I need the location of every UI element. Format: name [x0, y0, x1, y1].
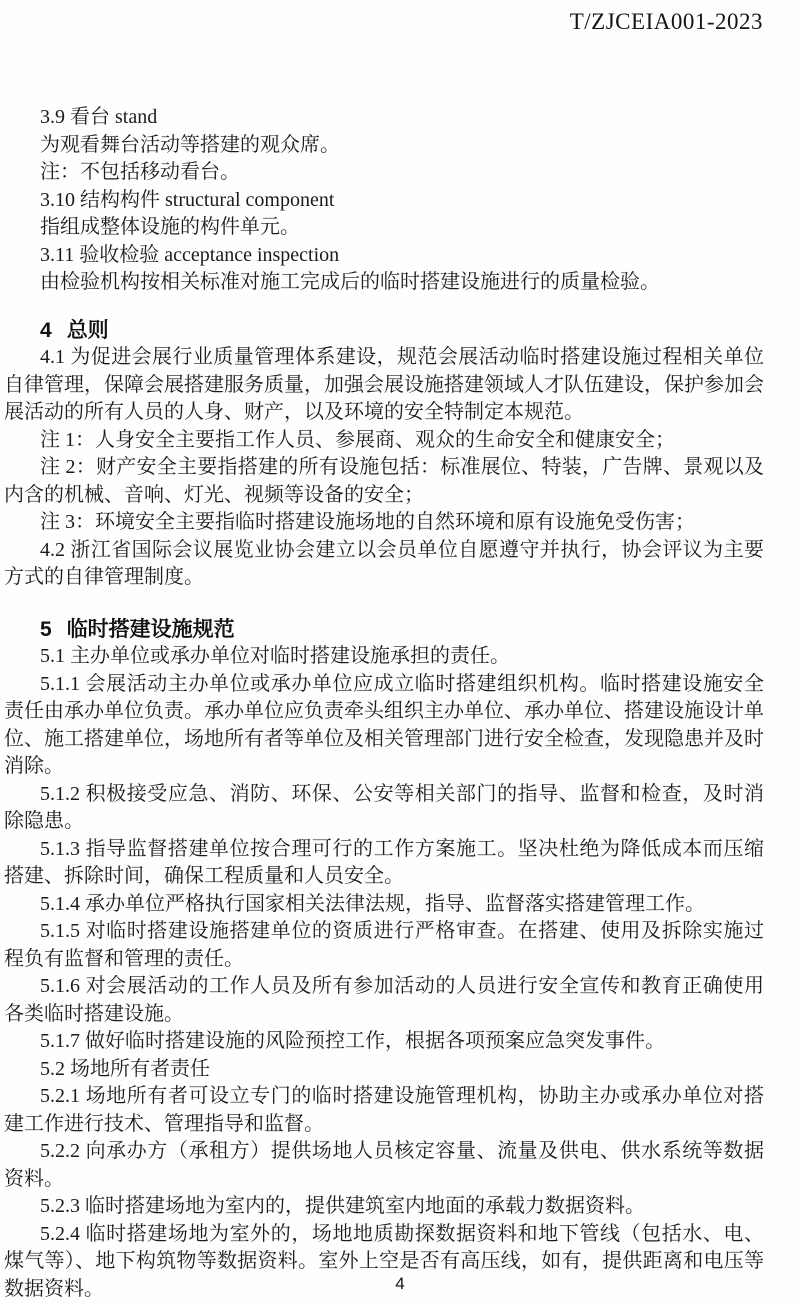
- paragraph-5-1-1: 5.1.1 会展活动主办单位或承办单位应成立临时搭建组织机构。临时搭建设施安全责任由承办单位负责。承办单位应负责牵头组织主办单位、承办单位、搭建设施设计单位、施工搭建单位，场地所有者等单位及相关管理部门进行安全检查，发现隐患并及时消除。: [4, 672, 764, 777]
- term-3-9-note: 注：不包括移动看台。: [40, 161, 240, 183]
- doc-code-header: T/ZJCEIA001-2023: [569, 9, 763, 34]
- term-3-11-definition: 由检验机构按相关标准对施工完成后的临时搭建设施进行的质量检验。: [40, 271, 660, 293]
- paragraph-5-1-7: 5.1.7 做好临时搭建设施的风险预控工作，根据各项预案应急突发事件。: [40, 1030, 665, 1052]
- paragraph-5-1-4: 5.1.4 承办单位严格执行国家相关法律法规，指导、监督落实搭建管理工作。: [40, 892, 705, 915]
- section-5-number: 5: [40, 617, 52, 641]
- paragraph-5-2-2: 5.2.2 向承办方（承租方）提供场地人员核定容量、流量及供电、供水系统等数据资料。: [4, 1140, 764, 1190]
- paragraph-4-2: 4.2 浙江省国际会议展览业协会建立以会员单位自愿遵守并执行，协会评议为主要方式的自律管理制度。: [4, 538, 764, 588]
- paragraph-5-2-4: 5.2.4 临时搭建场地为室外的，场地地质勘探数据资料和地下管线（包括水、电、煤气等）、地下构筑物等数据资料。室外上空是否有高压线，如有，提供距离和电压等数据资料。: [4, 1222, 764, 1300]
- section-4-number: 4: [40, 318, 52, 342]
- term-3-10-definition: 指组成整体设施的构件单元。: [40, 216, 300, 238]
- section-5-heading: [40, 616, 764, 644]
- paragraph-4-1: 4.1 为促进会展行业质量管理体系建设，规范会展活动临时搭建设施过程相关单位自律管理，保障会展搭建服务质量，加强会展设施搭建领域人才队伍建设，保护参加会展活动的所有人员的人身、财产，以及环境的安全特制定本规范。: [4, 346, 764, 423]
- paragraph-5-1-6: 5.1.6 对会展活动的工作人员及所有参加活动的人员进行安全宣传和教育正确使用各类临时搭建设施。: [4, 975, 764, 1025]
- term-3-9-title: 3.9 看台 stand: [40, 106, 158, 128]
- section-5-title: 临时搭建设施规范: [66, 617, 235, 641]
- paragraph-5-1-2: 5.1.2 积极接受应急、消防、环保、公安等相关部门的指导、监督和检查，及时消除隐患。: [4, 782, 764, 832]
- paragraph-4-note-3: 注 3：环境安全主要指临时搭建设施场地的自然环境和原有设施免受伤害；: [40, 511, 695, 533]
- paragraph-5-1-5: 5.1.5 对临时搭建设施搭建单位的资质进行严格审查。在搭建、使用及拆除实施过程负有监督和管理的责任。: [4, 920, 764, 970]
- section-4-title: 总则: [66, 318, 109, 342]
- paragraph-5-1: 5.1 主办单位或承办单位对临时搭建设施承担的责任。: [40, 645, 510, 667]
- term-3-9-definition: 为观看舞台活动等搭建的观众席。: [40, 133, 340, 156]
- paragraph-5-2: 5.2 场地所有者责任: [40, 1057, 210, 1080]
- paragraph-5-1-3: 5.1.3 指导监督搭建单位按合理可行的工作方案施工。坚决杜绝为降低成本而压缩搭建、拆除时间，确保工程质量和人员安全。: [4, 837, 764, 887]
- term-3-10-title: 3.10 结构构件 structural component: [40, 188, 335, 211]
- paragraph-4-note-2: 注 2：财产安全主要指搭建的所有设施包括：标准展位、特装，广告牌、景观以及内含的机械、音响、灯光、视频等设备的安全；: [4, 456, 764, 506]
- document-body: [0, 104, 800, 1302]
- paragraph-5-2-1: 5.2.1 场地所有者可设立专门的临时搭建设施管理机构，协助主办或承办单位对搭建工作进行技术、管理指导和监督。: [4, 1085, 764, 1135]
- term-3-11-title: 3.11 验收检验 acceptance inspection: [40, 243, 340, 266]
- paragraph-5-2-3: 5.2.3 临时搭建场地为室内的，提供建筑室内地面的承载力数据资料。: [40, 1195, 645, 1217]
- page-number: 4: [395, 1274, 405, 1293]
- paragraph-4-note-1: 注 1：人身安全主要指工作人员、参展商、观众的生命安全和健康安全；: [40, 428, 675, 451]
- section-4-heading: [40, 317, 764, 345]
